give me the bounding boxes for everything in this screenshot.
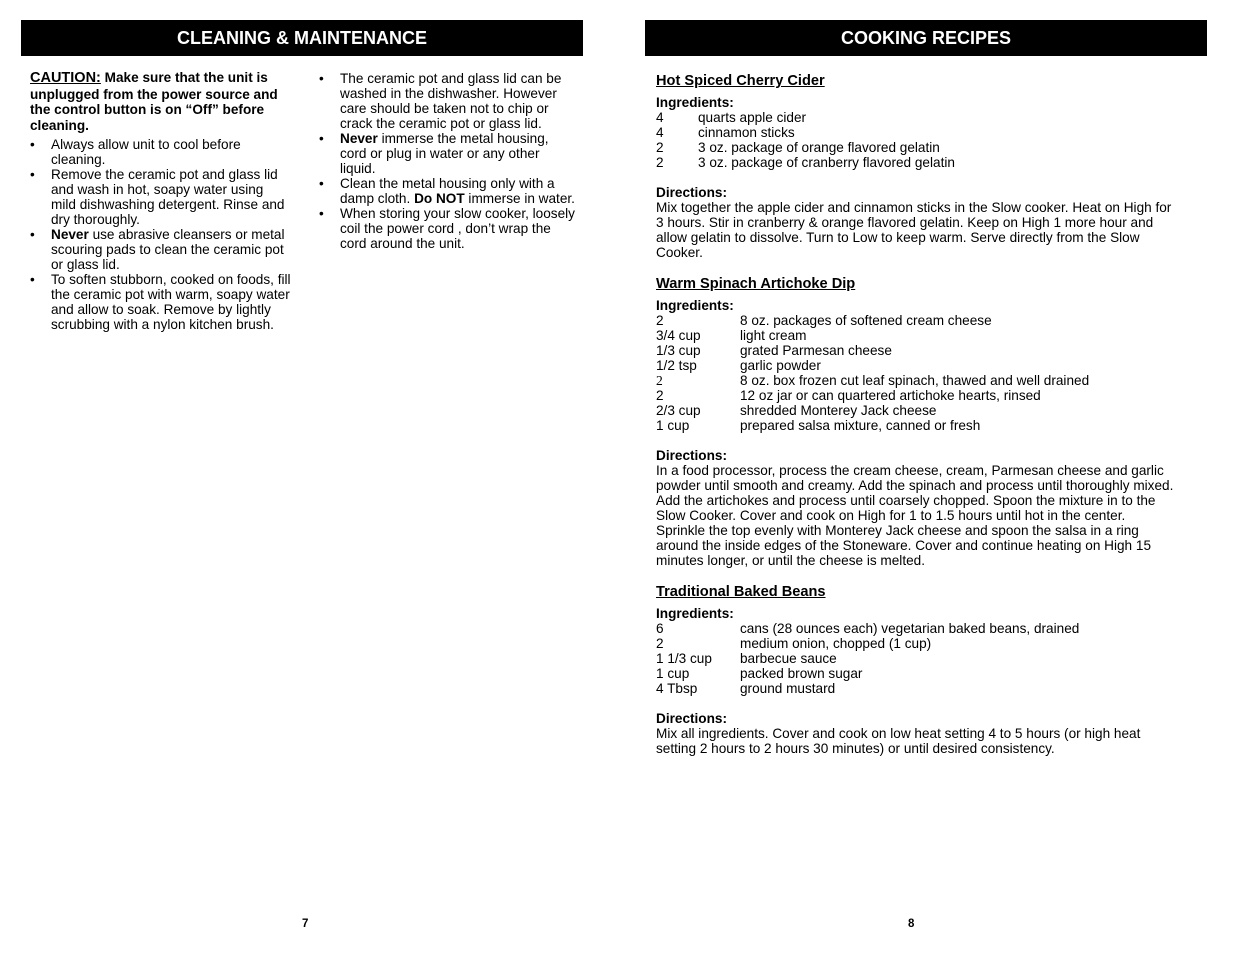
ingredient-row: 4 Tbsp ground mustard: [656, 681, 836, 696]
recipe-title: Traditional Baked Beans: [656, 584, 826, 600]
directions-label: Directions:: [656, 448, 728, 463]
recipe-traditional-baked-beans: [656, 583, 1176, 756]
ingredient-row: 4 cinnamon sticks: [656, 125, 795, 140]
cleaning-column-2: [319, 71, 577, 251]
ingredient-row: 2 3 oz. package of cranberry flavored gelatin: [656, 155, 955, 170]
cleaning-list-2: [319, 71, 577, 251]
ingredient-row: 2/3 cup shredded Monterey Jack cheese: [656, 403, 937, 418]
list-item: • Never use abrasive cleansers or metal scouring pads to clean the ceramic pot or glass lid.: [30, 227, 292, 272]
section-header-cleaning: CLEANING & MAINTENANCE: [21, 20, 583, 56]
cleaning-column-1: [30, 70, 292, 332]
ingredient-row: 1/2 tsp garlic powder: [656, 358, 821, 373]
directions-text: Mix all ingredients. Cover and cook on low heat setting 4 to 5 hours (or high heat setting 2 hours to 2 hours 30 minutes) or until desired consistency.: [656, 726, 1141, 756]
section-header-recipes: COOKING RECIPES: [645, 20, 1207, 56]
page-number-left: 7: [302, 918, 309, 930]
ingredient-row: 1/3 cup grated Parmesan cheese: [656, 343, 892, 358]
recipe-hot-spiced-cherry-cider: [656, 72, 1176, 260]
ingredient-row: 1 1/3 cup barbecue sauce: [656, 651, 837, 666]
list-item: • Clean the metal housing only with a damp cloth. Do NOT immerse in water.: [319, 176, 577, 206]
ingredient-row: 6 cans (28 ounces each) vegetarian baked beans, drained: [656, 621, 1080, 636]
list-item: • Always allow unit to cool before cleaning.: [30, 137, 292, 167]
recipe-warm-spinach-artichoke-dip: [656, 275, 1176, 568]
caution-text: Make sure that the unit is unplugged from the power source and the control button is on “Off” before cleaning.: [30, 70, 278, 133]
ingredient-row: 1 cup packed brown sugar: [656, 666, 863, 681]
ingredients-label: Ingredients:: [656, 95, 734, 110]
list-item: • When storing your slow cooker, loosely coil the power cord , don’t wrap the cord around the unit.: [319, 206, 577, 251]
caution-note: [30, 70, 292, 133]
cleaning-list-1: [30, 137, 292, 332]
ingredients-label: Ingredients:: [656, 298, 734, 313]
list-item: • Never immerse the metal housing, cord or plug in water or any other liquid.: [319, 131, 577, 176]
page-number-right: 8: [908, 918, 915, 930]
ingredient-row: 4 quarts apple cider: [656, 110, 807, 125]
ingredient-row: 2 8 oz. box frozen cut leaf spinach, thawed and well drained: [656, 373, 1090, 388]
list-item: • The ceramic pot and glass lid can be washed in the dishwasher. However care should be taken not to chip or crack the ceramic pot or glass lid.: [319, 71, 577, 131]
directions-text: Mix together the apple cider and cinnamon sticks in the Slow cooker. Heat on High for 3 hours. Stir in cranberry & orange flavored gelatin. Keep on High 1 more hour and allow gelatin to dissolve. Turn to Low to keep warm. Serve directly from the Slow Cooker.: [656, 200, 1172, 260]
ingredient-row: 1 cup prepared salsa mixture, canned or fresh: [656, 418, 981, 433]
directions-label: Directions:: [656, 711, 728, 726]
list-item: • To soften stubborn, cooked on foods, fill the ceramic pot with warm, soapy water and allow to soak. Remove by lightly scrubbing with a nylon kitchen brush.: [30, 272, 292, 332]
recipes-column: [656, 72, 1176, 771]
directions-label: Directions:: [656, 185, 728, 200]
ingredients-label: Ingredients:: [656, 606, 734, 621]
directions-text: In a food processor, process the cream cheese, cream, Parmesan cheese and garlic powder until smooth and creamy. Add the spinach and process until thoroughly mixed. Add the artichokes and process until coarsely chopped. Spoon the mixture in to the Slow Cooker. Cover and cook on High for 1 to 1.5 hours until hot in the center. Sprinkle the top evenly with Monterey Jack cheese and spoon the salsa in a ring around the inside edges of the Stoneware. Cover and continue heating on High 15 minutes longer, or until the cheese is melted.: [656, 463, 1174, 568]
recipe-title: Hot Spiced Cherry Cider: [656, 73, 825, 89]
ingredient-row: 2 8 oz. packages of softened cream cheese: [656, 313, 992, 328]
ingredient-row: 3/4 cup light cream: [656, 328, 807, 343]
list-item: • Remove the ceramic pot and glass lid and wash in hot, soapy water using mild dishwashing detergent. Rinse and dry thoroughly.: [30, 167, 292, 227]
caution-label: CAUTION:: [30, 70, 101, 86]
recipe-title: Warm Spinach Artichoke Dip: [656, 276, 856, 292]
ingredient-row: 2 12 oz jar or can quartered artichoke hearts, rinsed: [656, 388, 1041, 403]
ingredient-row: 2 medium onion, chopped (1 cup): [656, 636, 932, 651]
ingredient-row: 2 3 oz. package of orange flavored gelatin: [656, 140, 940, 155]
